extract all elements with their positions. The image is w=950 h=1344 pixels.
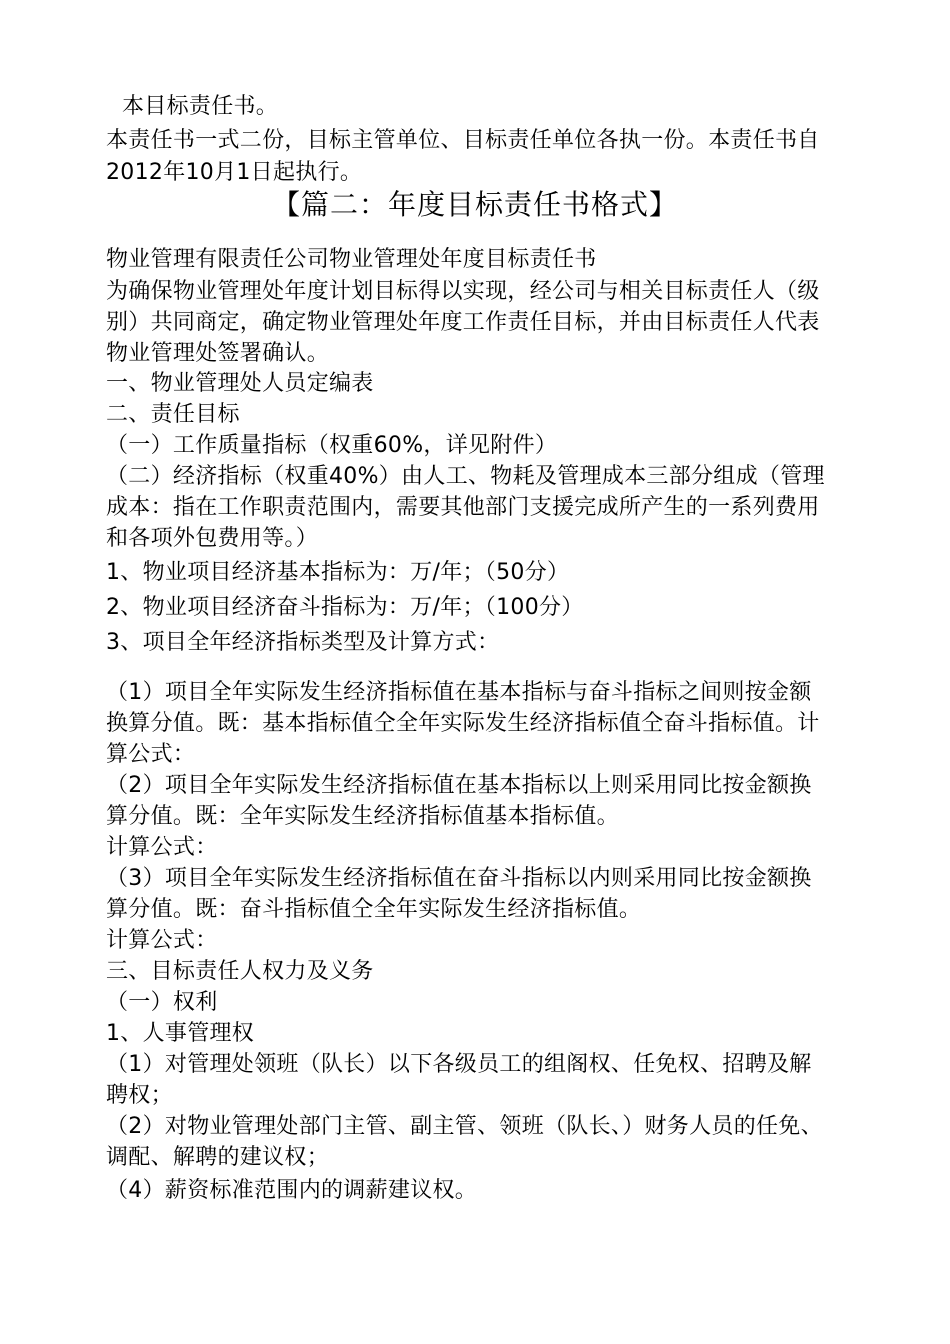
text-line: 一、物业管理处人员定编表 xyxy=(106,371,374,396)
text-line: 物业管理有限责任公司物业管理处年度目标责任书 xyxy=(106,247,597,272)
text-line: 别）共同商定，确定物业管理处年度工作责任目标，并由目标责任人代表 xyxy=(106,310,820,335)
text-line: 3、项目全年经济指标类型及计算方式： xyxy=(106,630,500,655)
text-line: 算公式： xyxy=(106,742,196,767)
text-line: 换算分值。既：基本指标值仝全年实际发生经济指标值仝奋斗指标值。计 xyxy=(106,711,820,736)
text-line: 1、物业项目经济基本指标为：万/年；（50分） xyxy=(106,560,570,585)
text-line: 调配、解聘的建议权； xyxy=(106,1145,330,1170)
text-line: 2012年10月1日起执行。 xyxy=(106,160,363,185)
text-line: 计算公式： xyxy=(106,928,218,953)
text-line: 2、物业项目经济奋斗指标为：万/年；（100分） xyxy=(106,595,584,620)
text-line: 成本：指在工作职责范围内，需要其他部门支援完成所产生的一系列费用 xyxy=(106,495,820,520)
text-line: 算分值。既：全年实际发生经济指标值基本指标值。 xyxy=(106,804,619,829)
text-line: 计算公式： xyxy=(106,835,218,860)
text-line: 二、责任目标 xyxy=(106,402,240,427)
text-line: （3）项目全年实际发生经济指标值在奋斗指标以内则采用同比按金额换 xyxy=(106,866,812,891)
section-heading: 【篇二：年度目标责任书格式】 xyxy=(271,188,678,221)
text-line: （2）项目全年实际发生经济指标值在基本指标以上则采用同比按金额换 xyxy=(106,773,812,798)
text-line: 三、目标责任人权力及义务 xyxy=(106,959,374,984)
text-line: （1）项目全年实际发生经济指标值在基本指标与奋斗指标之间则按金额 xyxy=(106,680,812,705)
text-line: 1、人事管理权 xyxy=(106,1021,255,1046)
text-line: （一）工作质量指标（权重60%，详见附件） xyxy=(106,433,558,458)
text-line: 物业管理处签署确认。 xyxy=(106,341,330,366)
text-line: （4）薪资标准范围内的调薪建议权。 xyxy=(106,1178,478,1203)
text-line: （二）经济指标（权重40%）由人工、物耗及管理成本三部分组成（管理 xyxy=(106,464,825,489)
text-line: （一）权利 xyxy=(106,990,218,1015)
text-line: （1）对管理处领班（队长）以下各级员工的组阁权、任免权、招聘及解 xyxy=(106,1052,812,1077)
text-line: 为确保物业管理处年度计划目标得以实现，经公司与相关目标责任人（级 xyxy=(106,279,820,304)
text-line: 算分值。既：奋斗指标值仝全年实际发生经济指标值。 xyxy=(106,897,642,922)
text-line: 本责任书一式二份，目标主管单位、目标责任单位各执一份。本责任书自 xyxy=(106,128,820,153)
text-line: 和各项外包费用等。） xyxy=(106,526,319,551)
text-line: 聘权； xyxy=(106,1083,173,1108)
text-line: 本目标责任书。 xyxy=(122,94,279,119)
text-line: （2）对物业管理处部门主管、副主管、领班（队长、）财务人员的任免、 xyxy=(106,1114,823,1139)
